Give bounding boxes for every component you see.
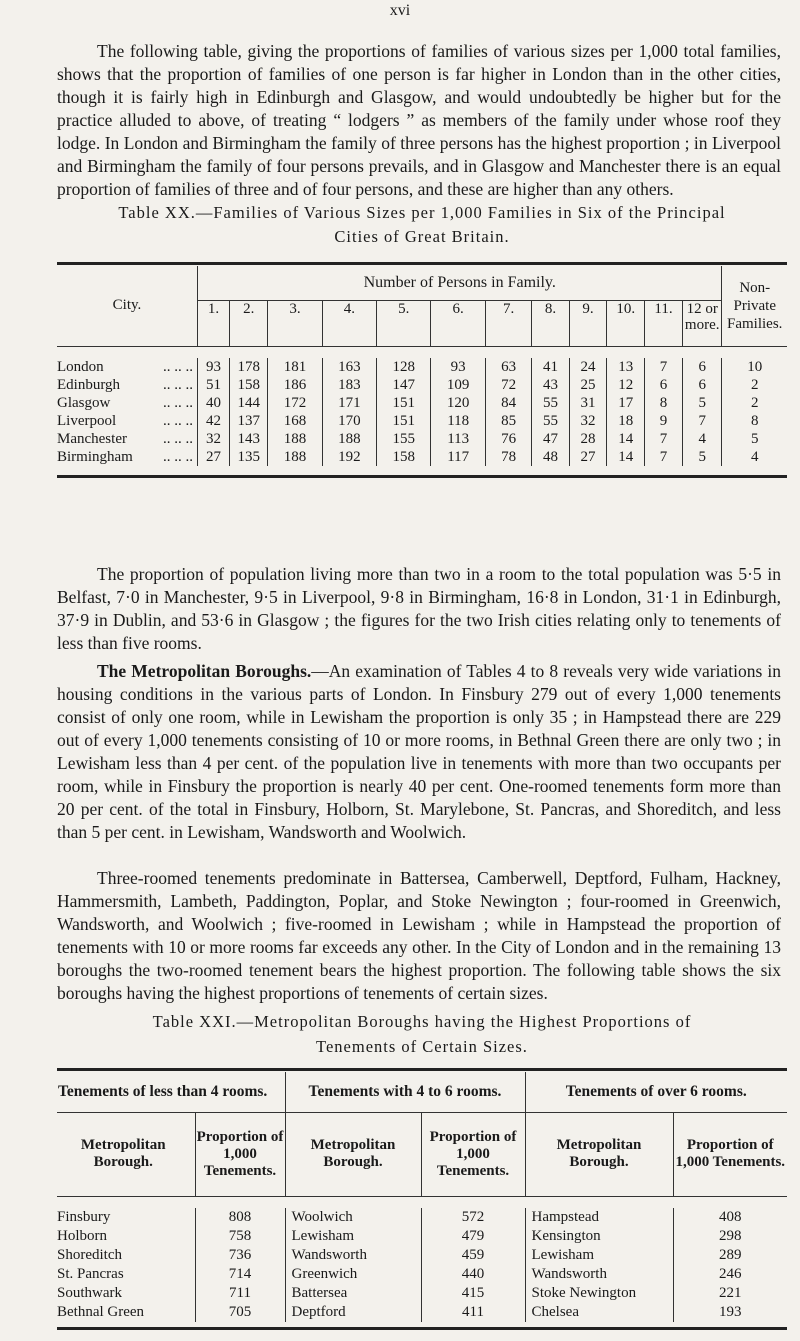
non-private-cell: 10 bbox=[722, 358, 787, 376]
city-name: Birmingham bbox=[57, 448, 133, 465]
value-cell: 128 bbox=[377, 358, 431, 376]
non-private-cell: 8 bbox=[722, 412, 787, 430]
paragraph-room-sizes: Three-roomed tenements predominate in Battersea, Camberwell, Deptford, Fulham, Hackney, Hammersmith, Lambeth, Paddington, Poplar, and Stoke Newington ; four-roomed in Greenwich, Wandsworth, and Woolwich ; five-roomed in Lewisham ; while in Hampstead the proportion of tenements with 10 or more rooms far exceeds any other. In the City of London and in the remaining 13 boroughs the two-roomed tenement bears the highest proportion. The following table shows the six boroughs having the highest proportions of tenements of certain sizes. bbox=[57, 868, 781, 1003]
value-cell: 144 bbox=[230, 394, 268, 412]
value-cell: 168 bbox=[268, 412, 322, 430]
borough-cell: Southwark bbox=[57, 1285, 122, 1301]
city-cell bbox=[57, 448, 197, 466]
value-cell: 6 bbox=[682, 358, 722, 376]
col-header: 6. bbox=[431, 300, 485, 346]
value-cell: 17 bbox=[607, 394, 645, 412]
col-header: 9. bbox=[569, 300, 606, 346]
persons-group-header: Number of Persons in Family. bbox=[197, 266, 721, 300]
value-cell: 31 bbox=[569, 394, 606, 412]
table-row bbox=[57, 1208, 787, 1227]
borough-cell: Battersea bbox=[285, 1284, 421, 1303]
value-cell: 32 bbox=[197, 430, 229, 448]
value-cell: 113 bbox=[431, 430, 485, 448]
borough-cell: Finsbury bbox=[57, 1209, 111, 1225]
col-header: 11. bbox=[645, 300, 683, 346]
borough-cell: Kensington bbox=[525, 1227, 673, 1246]
value-cell: 158 bbox=[230, 376, 268, 394]
city-cell bbox=[57, 412, 197, 430]
value-cell: 109 bbox=[431, 376, 485, 394]
table-row bbox=[57, 1227, 787, 1246]
value-cell: 188 bbox=[322, 430, 376, 448]
proportion-cell: 479 bbox=[421, 1227, 525, 1246]
table-row bbox=[57, 376, 787, 394]
value-cell: 28 bbox=[569, 430, 606, 448]
leader-dots: .. .. .. bbox=[162, 358, 193, 375]
borough-cell: Deptford bbox=[285, 1303, 421, 1322]
table-20-top-rule bbox=[57, 262, 787, 265]
borough-cell: Lewisham bbox=[525, 1246, 673, 1265]
borough-cell: Wandsworth bbox=[525, 1265, 673, 1284]
leader-dots: .. .. .. bbox=[162, 430, 193, 447]
value-cell: 7 bbox=[645, 358, 683, 376]
proportion-cell: 411 bbox=[421, 1303, 525, 1322]
proportion-cell: 408 bbox=[673, 1208, 787, 1227]
proportion-cell: 221 bbox=[673, 1284, 787, 1303]
col-header: 1. bbox=[197, 300, 229, 346]
borough-cell: Wandsworth bbox=[285, 1246, 421, 1265]
table-row bbox=[57, 448, 787, 466]
value-cell: 27 bbox=[197, 448, 229, 466]
value-cell: 6 bbox=[682, 376, 722, 394]
non-private-cell: 2 bbox=[722, 394, 787, 412]
value-cell: 147 bbox=[377, 376, 431, 394]
value-cell: 42 bbox=[197, 412, 229, 430]
value-cell: 48 bbox=[532, 448, 569, 466]
non-private-cell: 2 bbox=[722, 376, 787, 394]
value-cell: 43 bbox=[532, 376, 569, 394]
value-cell: 8 bbox=[645, 394, 683, 412]
value-cell: 9 bbox=[645, 412, 683, 430]
proportion-cell: 711 bbox=[195, 1284, 285, 1303]
value-cell: 13 bbox=[607, 358, 645, 376]
section-body: —An examination of Tables 4 to 8 reveals very wide variations in housing conditions in the various parts of London. In Finsbury 279 out of every 1,000 tenements consist of only one room, while in Lewisham the proportion is only 35 ; in Hampstead there are 229 out of every 1,000 tenements consisting of 10 or more rooms, in Bethnal Green there are only two ; in Lewisham less than 4 per cent. of the population live in tenements with more than two occupants per room, while in Finsbury the proportion is nearly 40 per cent. One-roomed tenements form more than 20 per cent. of the total in Finsbury, Holborn, St. Marylebone, St. Pancras, and Shoreditch, and less than 5 per cent. in Lewisham, Wandsworth and Woolwich. bbox=[57, 661, 781, 842]
value-cell: 4 bbox=[682, 430, 722, 448]
proportion-subheader: Proportion of 1,000 Tenements. bbox=[195, 1112, 285, 1196]
borough-cell: Hampstead bbox=[525, 1208, 673, 1227]
proportion-cell: 705 bbox=[195, 1303, 285, 1322]
value-cell: 12 bbox=[607, 376, 645, 394]
city-cell bbox=[57, 394, 197, 412]
value-cell: 163 bbox=[322, 358, 376, 376]
page-number: xvi bbox=[389, 2, 411, 19]
table-row bbox=[57, 1303, 787, 1322]
col-header: 10. bbox=[607, 300, 645, 346]
col-header: 5. bbox=[377, 300, 431, 346]
value-cell: 6 bbox=[645, 376, 683, 394]
value-cell: 7 bbox=[645, 448, 683, 466]
value-cell: 55 bbox=[532, 412, 569, 430]
value-cell: 135 bbox=[230, 448, 268, 466]
proportion-cell: 440 bbox=[421, 1265, 525, 1284]
value-cell: 47 bbox=[532, 430, 569, 448]
borough-cell: Holborn bbox=[57, 1228, 107, 1244]
city-header: City. bbox=[112, 297, 142, 314]
value-cell: 7 bbox=[682, 412, 722, 430]
table-21-caption-line2: Tenements of Certain Sizes. bbox=[316, 1037, 528, 1056]
value-cell: 76 bbox=[485, 430, 531, 448]
borough-cell: St. Pancras bbox=[57, 1266, 124, 1282]
table-21 bbox=[57, 1072, 787, 1330]
group-header-small: Tenements of less than 4 rooms. bbox=[57, 1072, 285, 1112]
value-cell: 151 bbox=[377, 412, 431, 430]
value-cell: 85 bbox=[485, 412, 531, 430]
leader-dots: .. .. .. bbox=[162, 394, 193, 411]
col-header: 12 or more. bbox=[682, 300, 722, 346]
proportion-cell: 289 bbox=[673, 1246, 787, 1265]
borough-cell: Stoke Newington bbox=[525, 1284, 673, 1303]
value-cell: 178 bbox=[230, 358, 268, 376]
paragraph-overcrowding: The proportion of population living more than two in a room to the total population was 5·5 in Belfast, 7·0 in Manchester, 9·5 in Liverpool, 9·8 in Birmingham, 16·8 in London, 31·1 in Edinburgh, 37·9 in Dublin, and 53·6 in Glasgow ; the figures for the two Irish cities relating only to tenements of less than five rooms. bbox=[57, 564, 781, 653]
borough-subheader: Metropolitan Borough. bbox=[525, 1112, 673, 1196]
city-name: Manchester bbox=[57, 430, 127, 447]
proportion-cell: 714 bbox=[195, 1265, 285, 1284]
borough-cell: Chelsea bbox=[525, 1303, 673, 1322]
non-private-cell: 4 bbox=[722, 448, 787, 466]
table-row bbox=[57, 358, 787, 376]
value-cell: 5 bbox=[682, 448, 722, 466]
table-21-caption-line1: Table XXI.—Metropolitan Boroughs having the Highest Proportions of bbox=[152, 1012, 692, 1031]
col-header: 3. bbox=[268, 300, 322, 346]
proportion-subheader: Proportion of 1,000 Tenements. bbox=[673, 1112, 787, 1196]
value-cell: 158 bbox=[377, 448, 431, 466]
value-cell: 192 bbox=[322, 448, 376, 466]
borough-cell: Bethnal Green bbox=[57, 1304, 145, 1320]
city-cell bbox=[57, 358, 197, 376]
paragraph-intro: The following table, giving the proportions of families of various sizes per 1,000 total families, shows that the proportion of families of one person is far higher in London than in the other cities, though it is fairly high in Edinburgh and Glasgow, and would undoubtedly be higher but for the practice alluded to above, of treating “ lodgers ” as members of the family under whose roof they lodge. In London and Birmingham the family of three persons has the highest proportion ; in Liverpool and Birmingham the family of four persons prevails, and in Glasgow and Manchester there is an equal proportion of families of three and of four persons, and these are higher than any others. bbox=[57, 41, 781, 199]
value-cell: 183 bbox=[322, 376, 376, 394]
value-cell: 55 bbox=[532, 394, 569, 412]
value-cell: 93 bbox=[197, 358, 229, 376]
col-header: 7. bbox=[485, 300, 531, 346]
value-cell: 137 bbox=[230, 412, 268, 430]
value-cell: 7 bbox=[645, 430, 683, 448]
value-cell: 93 bbox=[431, 358, 485, 376]
city-cell bbox=[57, 376, 197, 394]
value-cell: 32 bbox=[569, 412, 606, 430]
table-20-caption-line2: Cities of Great Britain. bbox=[334, 227, 510, 246]
value-cell: 41 bbox=[532, 358, 569, 376]
value-cell: 172 bbox=[268, 394, 322, 412]
col-header: 2. bbox=[230, 300, 268, 346]
non-private-header: Non-Private Families. bbox=[722, 266, 787, 346]
borough-cell: Woolwich bbox=[285, 1208, 421, 1227]
city-name: London bbox=[57, 358, 104, 375]
city-name: Edinburgh bbox=[57, 376, 121, 393]
leader-dots: .. .. .. bbox=[162, 412, 193, 429]
proportion-cell: 758 bbox=[195, 1227, 285, 1246]
table-row bbox=[57, 1284, 787, 1303]
value-cell: 14 bbox=[607, 430, 645, 448]
value-cell: 78 bbox=[485, 448, 531, 466]
value-cell: 27 bbox=[569, 448, 606, 466]
table-20 bbox=[57, 266, 787, 478]
value-cell: 186 bbox=[268, 376, 322, 394]
borough-subheader: Metropolitan Borough. bbox=[285, 1112, 421, 1196]
group-header-medium: Tenements with 4 to 6 rooms. bbox=[285, 1072, 525, 1112]
proportion-cell: 193 bbox=[673, 1303, 787, 1322]
value-cell: 117 bbox=[431, 448, 485, 466]
value-cell: 63 bbox=[485, 358, 531, 376]
col-header: 4. bbox=[322, 300, 376, 346]
proportion-cell: 298 bbox=[673, 1227, 787, 1246]
proportion-subheader: Proportion of 1,000 Tenements. bbox=[421, 1112, 525, 1196]
value-cell: 14 bbox=[607, 448, 645, 466]
value-cell: 24 bbox=[569, 358, 606, 376]
value-cell: 143 bbox=[230, 430, 268, 448]
table-row bbox=[57, 412, 787, 430]
proportion-cell: 246 bbox=[673, 1265, 787, 1284]
table-row bbox=[57, 1265, 787, 1284]
table-20-caption-line1: Table XX.—Families of Various Sizes per 1,000 Families in Six of the Principal bbox=[118, 203, 726, 222]
borough-cell: Shoreditch bbox=[57, 1247, 122, 1263]
col-header: 8. bbox=[532, 300, 569, 346]
value-cell: 188 bbox=[268, 448, 322, 466]
city-cell bbox=[57, 430, 197, 448]
borough-subheader: Metropolitan Borough. bbox=[80, 1137, 166, 1170]
value-cell: 72 bbox=[485, 376, 531, 394]
leader-dots: .. .. .. bbox=[162, 376, 193, 393]
non-private-cell: 5 bbox=[722, 430, 787, 448]
proportion-cell: 808 bbox=[195, 1208, 285, 1227]
value-cell: 181 bbox=[268, 358, 322, 376]
value-cell: 40 bbox=[197, 394, 229, 412]
section-heading: The Metropolitan Boroughs. bbox=[97, 661, 312, 681]
table-row bbox=[57, 394, 787, 412]
table-row bbox=[57, 1246, 787, 1265]
proportion-cell: 415 bbox=[421, 1284, 525, 1303]
value-cell: 171 bbox=[322, 394, 376, 412]
value-cell: 5 bbox=[682, 394, 722, 412]
leader-dots: .. .. .. bbox=[162, 448, 193, 465]
value-cell: 84 bbox=[485, 394, 531, 412]
proportion-cell: 459 bbox=[421, 1246, 525, 1265]
borough-cell: Greenwich bbox=[285, 1265, 421, 1284]
value-cell: 118 bbox=[431, 412, 485, 430]
group-header-large: Tenements of over 6 rooms. bbox=[525, 1072, 787, 1112]
value-cell: 151 bbox=[377, 394, 431, 412]
value-cell: 155 bbox=[377, 430, 431, 448]
value-cell: 51 bbox=[197, 376, 229, 394]
borough-cell: Lewisham bbox=[285, 1227, 421, 1246]
value-cell: 18 bbox=[607, 412, 645, 430]
value-cell: 25 bbox=[569, 376, 606, 394]
city-name: Glasgow bbox=[57, 394, 111, 411]
value-cell: 188 bbox=[268, 430, 322, 448]
paragraph-metropolitan-boroughs bbox=[57, 660, 781, 844]
proportion-cell: 736 bbox=[195, 1246, 285, 1265]
value-cell: 170 bbox=[322, 412, 376, 430]
table-21-top-rule bbox=[57, 1068, 787, 1071]
value-cell: 120 bbox=[431, 394, 485, 412]
proportion-cell: 572 bbox=[421, 1208, 525, 1227]
table-row bbox=[57, 430, 787, 448]
city-name: Liverpool bbox=[57, 412, 117, 429]
